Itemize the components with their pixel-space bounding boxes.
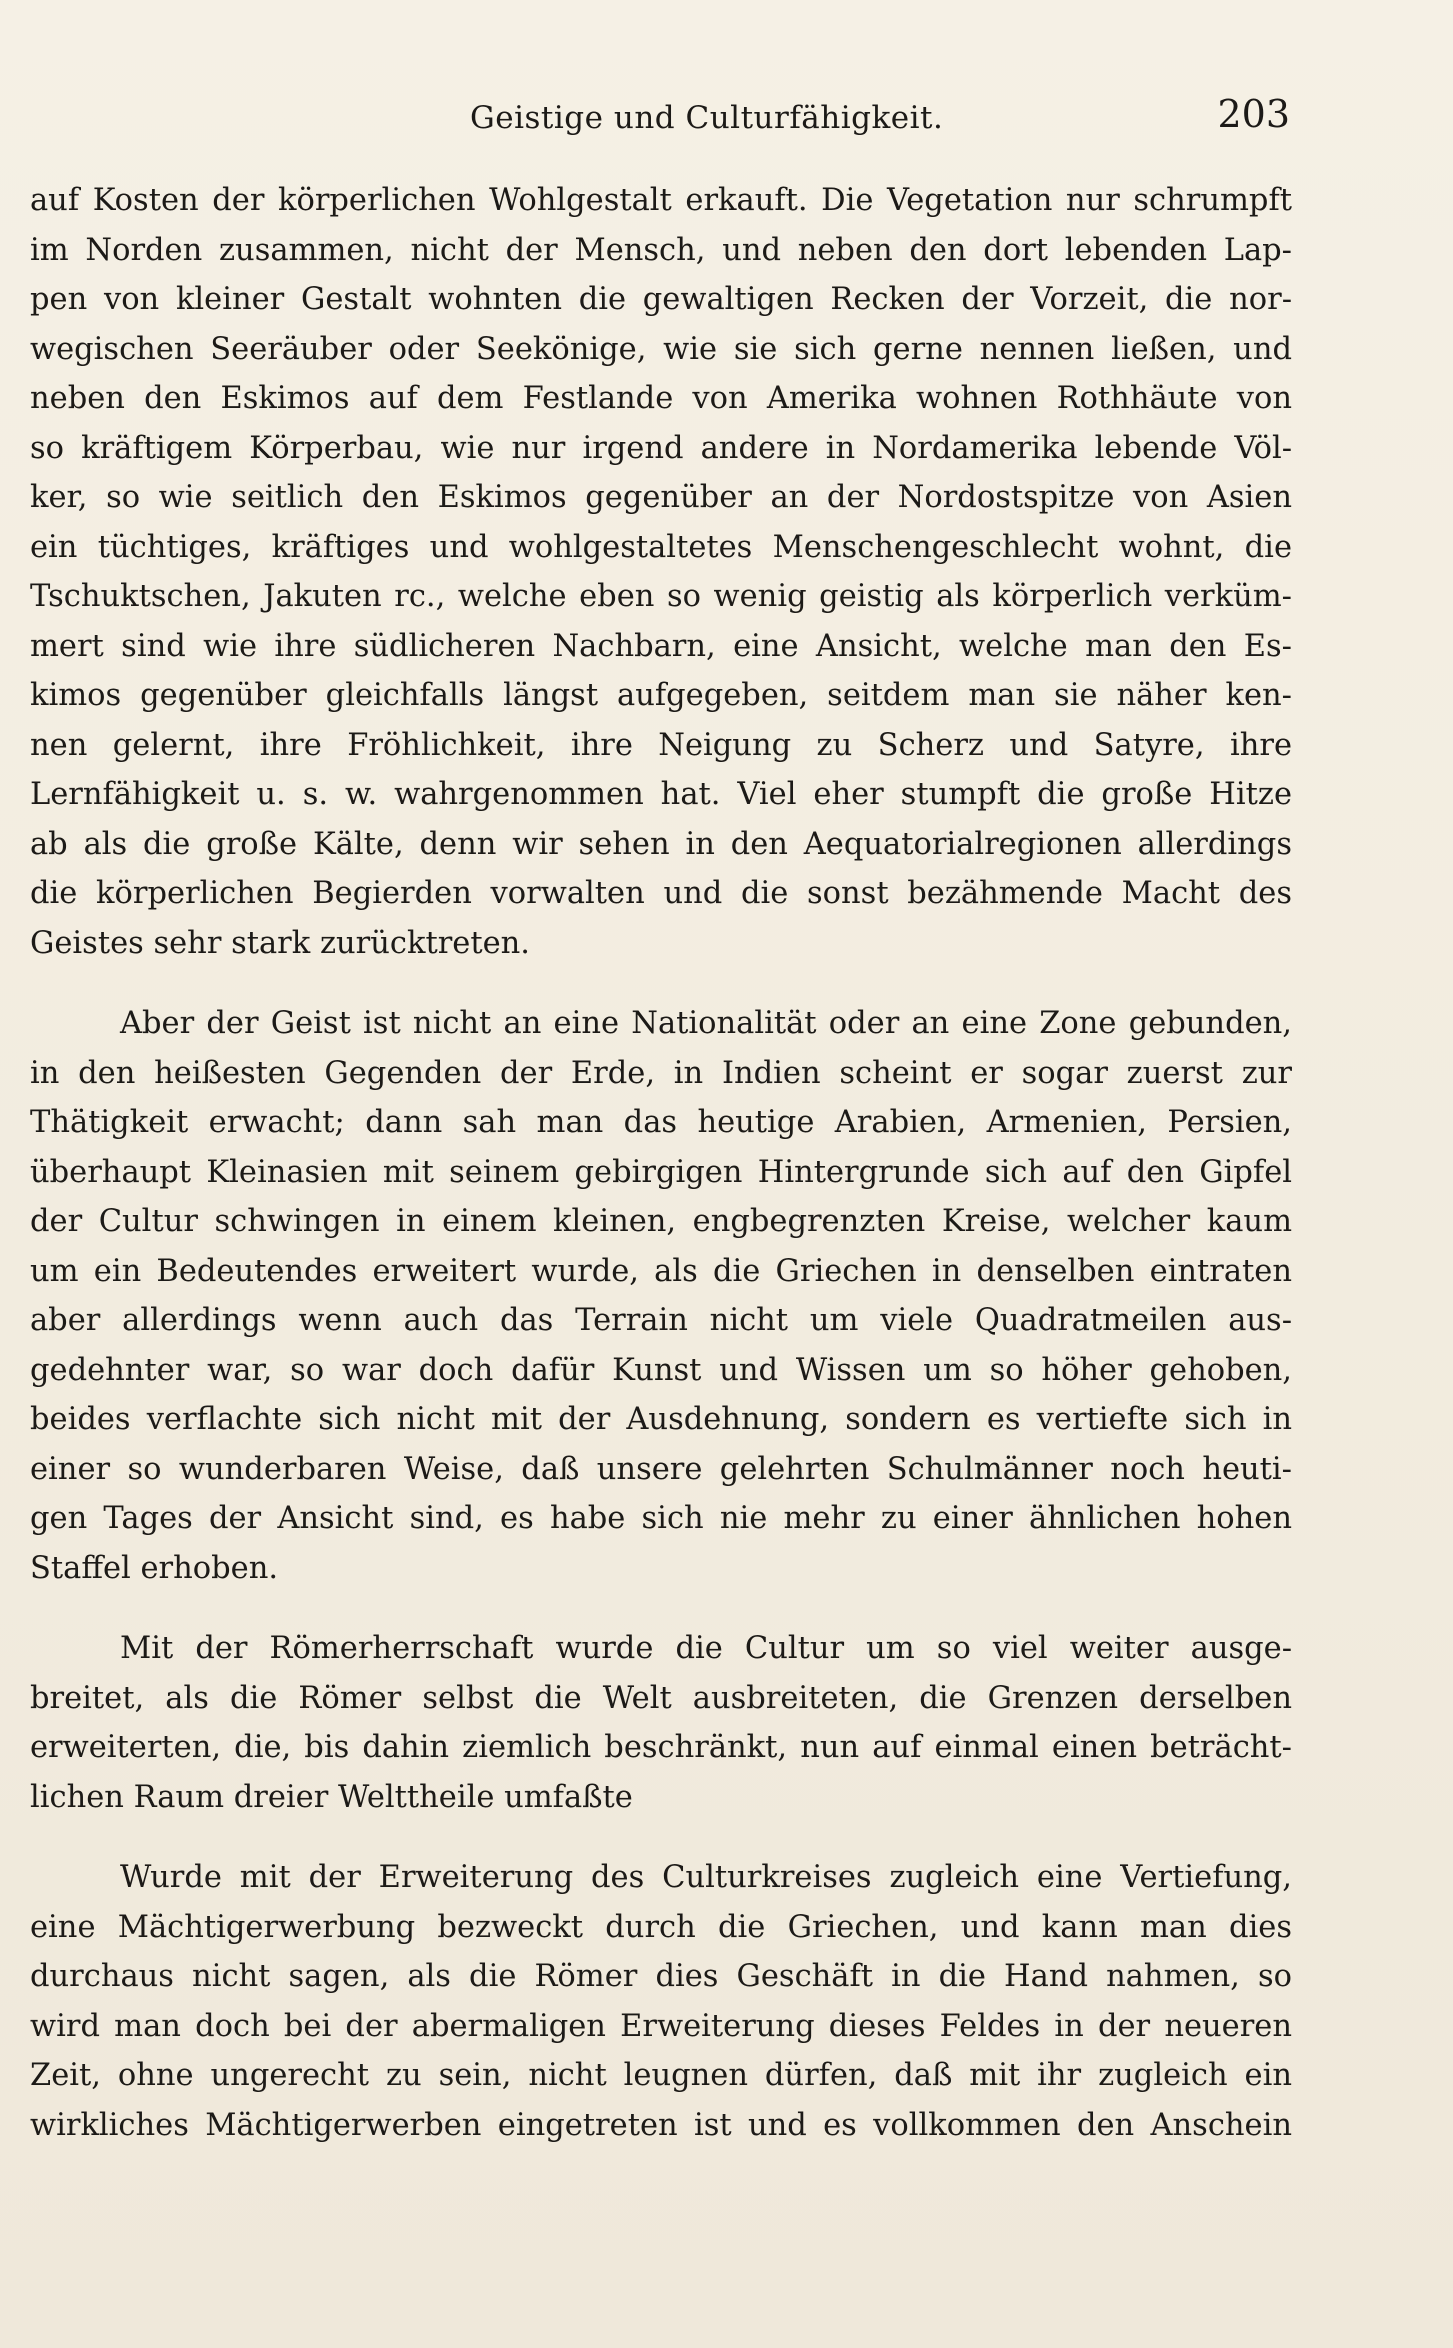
text-line: aber allerdings wenn auch das Terrain nicht um viele Quadratmeilen aus- [30,1303,1292,1338]
text-line: in den heißesten Gegenden der Erde, in Indien scheint er sogar zuerst zur [30,1055,1292,1091]
body-text [30,176,1292,2150]
text-line: Geistes sehr stark zurücktreten. [30,925,530,961]
text-line: pen von kleiner Gestalt wohnten die gewaltigen Recken der Vorzeit, die nor- [30,282,1292,317]
text-line: ein tüchtiges, kräftiges und wohlgestaltetes Menschengeschlecht wohnt, die [30,529,1292,565]
text-line: durchaus nicht sagen, als die Römer dies Geschäft in die Hand nahmen, so [30,1959,1292,1994]
text-line: Aber der Geist ist nicht an eine Nationalität oder an eine Zone gebunden, [120,1006,1292,1041]
text-line: mert sind wie ihre südlicheren Nachbarn, eine Ansicht, welche man den Es- [30,628,1292,664]
page-header [30,92,1290,152]
text-line: ker, so wie seitlich den Eskimos gegenüber an der Nordostspitze von Asien [30,480,1292,515]
text-line: überhaupt Kleinasien mit seinem gebirgigen Hintergrunde sich auf den Gipfel [30,1154,1292,1190]
text-line: auf Kosten der körperlichen Wohlgestalt erkauft. Die Vegetation nur schrumpft [30,183,1292,218]
text-line: einer so wunderbaren Weise, daß unsere gelehrten Schulmänner noch heuti- [30,1451,1292,1487]
text-line: wirkliches Mächtigerwerben eingetreten ist und es vollkommen den Anschein [30,2107,1292,2143]
running-title: Geistige und Culturfähigkeit. [470,100,944,136]
text-line: Thätigkeit erwacht; dann sah man das heutige Arabien, Armenien, Persien, [30,1105,1292,1140]
paragraph-spacer [30,1593,1292,1624]
text-line: kimos gegenüber gleichfalls längst aufgegeben, seitdem man sie näher ken- [30,678,1292,713]
paragraph-3 [30,1624,1292,1822]
text-line: Staffel erhoben. [30,1550,279,1586]
paragraph-4 [30,1853,1292,2150]
text-line: neben den Eskimos auf dem Festlande von Amerika wohnen Rothhäute von [30,381,1292,416]
text-line: Tschuktschen, Jakuten rc., welche eben so wenig geistig als körperlich verküm- [30,579,1292,614]
text-line: ab als die große Kälte, denn wir sehen in den Aequatorialregionen allerdings [30,826,1292,862]
text-line: um ein Bedeutendes erweitert wurde, als die Griechen in denselben eintraten [30,1253,1292,1289]
paragraph-spacer [30,968,1292,999]
text-line: Wurde mit der Erweiterung des Culturkreises zugleich eine Vertiefung, [120,1860,1292,1895]
text-line: der Cultur schwingen in einem kleinen, engbegrenzten Kreise, welcher kaum [30,1204,1292,1239]
text-line: gen Tages der Ansicht sind, es habe sich nie mehr zu einer ähnlichen hohen [30,1501,1292,1536]
text-line: Lernfähigkeit u. s. w. wahrgenommen hat. Viel eher stumpft die große Hitze [30,777,1292,812]
text-line: wegischen Seeräuber oder Seekönige, wie sie sich gerne nennen ließen, und [30,331,1292,367]
text-line: so kräftigem Körperbau, wie nur irgend andere in Nordamerika lebende Völ- [30,430,1292,466]
text-line: wird man doch bei der abermaligen Erweiterung dieses Feldes in der neueren [30,2008,1292,2044]
text-line: erweiterten, die, bis dahin ziemlich beschränkt, nun auf einmal einen beträcht- [30,1730,1292,1765]
text-line: Mit der Römerherrschaft wurde die Cultur um so viel weiter ausge- [120,1631,1292,1666]
text-line: nen gelernt, ihre Fröhlichkeit, ihre Neigung zu Scherz und Satyre, ihre [30,727,1292,763]
text-line: gedehnter war, so war doch dafür Kunst und Wissen um so höher gehoben, [30,1352,1292,1388]
paragraph-1 [30,176,1292,968]
page-number: 203 [1217,92,1290,136]
paragraph-2 [30,999,1292,1593]
paragraph-spacer [30,1822,1292,1853]
text-line: lichen Raum dreier Welttheile umfaßte [30,1779,633,1815]
text-line: beides verflachte sich nicht mit der Ausdehnung, sondern es vertiefte sich in [30,1402,1292,1437]
text-line: im Norden zusammen, nicht der Mensch, und neben den dort lebenden Lap- [30,232,1292,268]
text-line: breitet, als die Römer selbst die Welt ausbreiteten, die Grenzen derselben [30,1680,1292,1716]
text-line: Zeit, ohne ungerecht zu sein, nicht leugnen dürfen, daß mit ihr zugleich ein [30,2058,1292,2093]
text-line: eine Mächtigerwerbung bezweckt durch die Griechen, und kann man dies [30,1909,1292,1945]
text-line: die körperlichen Begierden vorwalten und die sonst bezähmende Macht des [30,876,1292,911]
